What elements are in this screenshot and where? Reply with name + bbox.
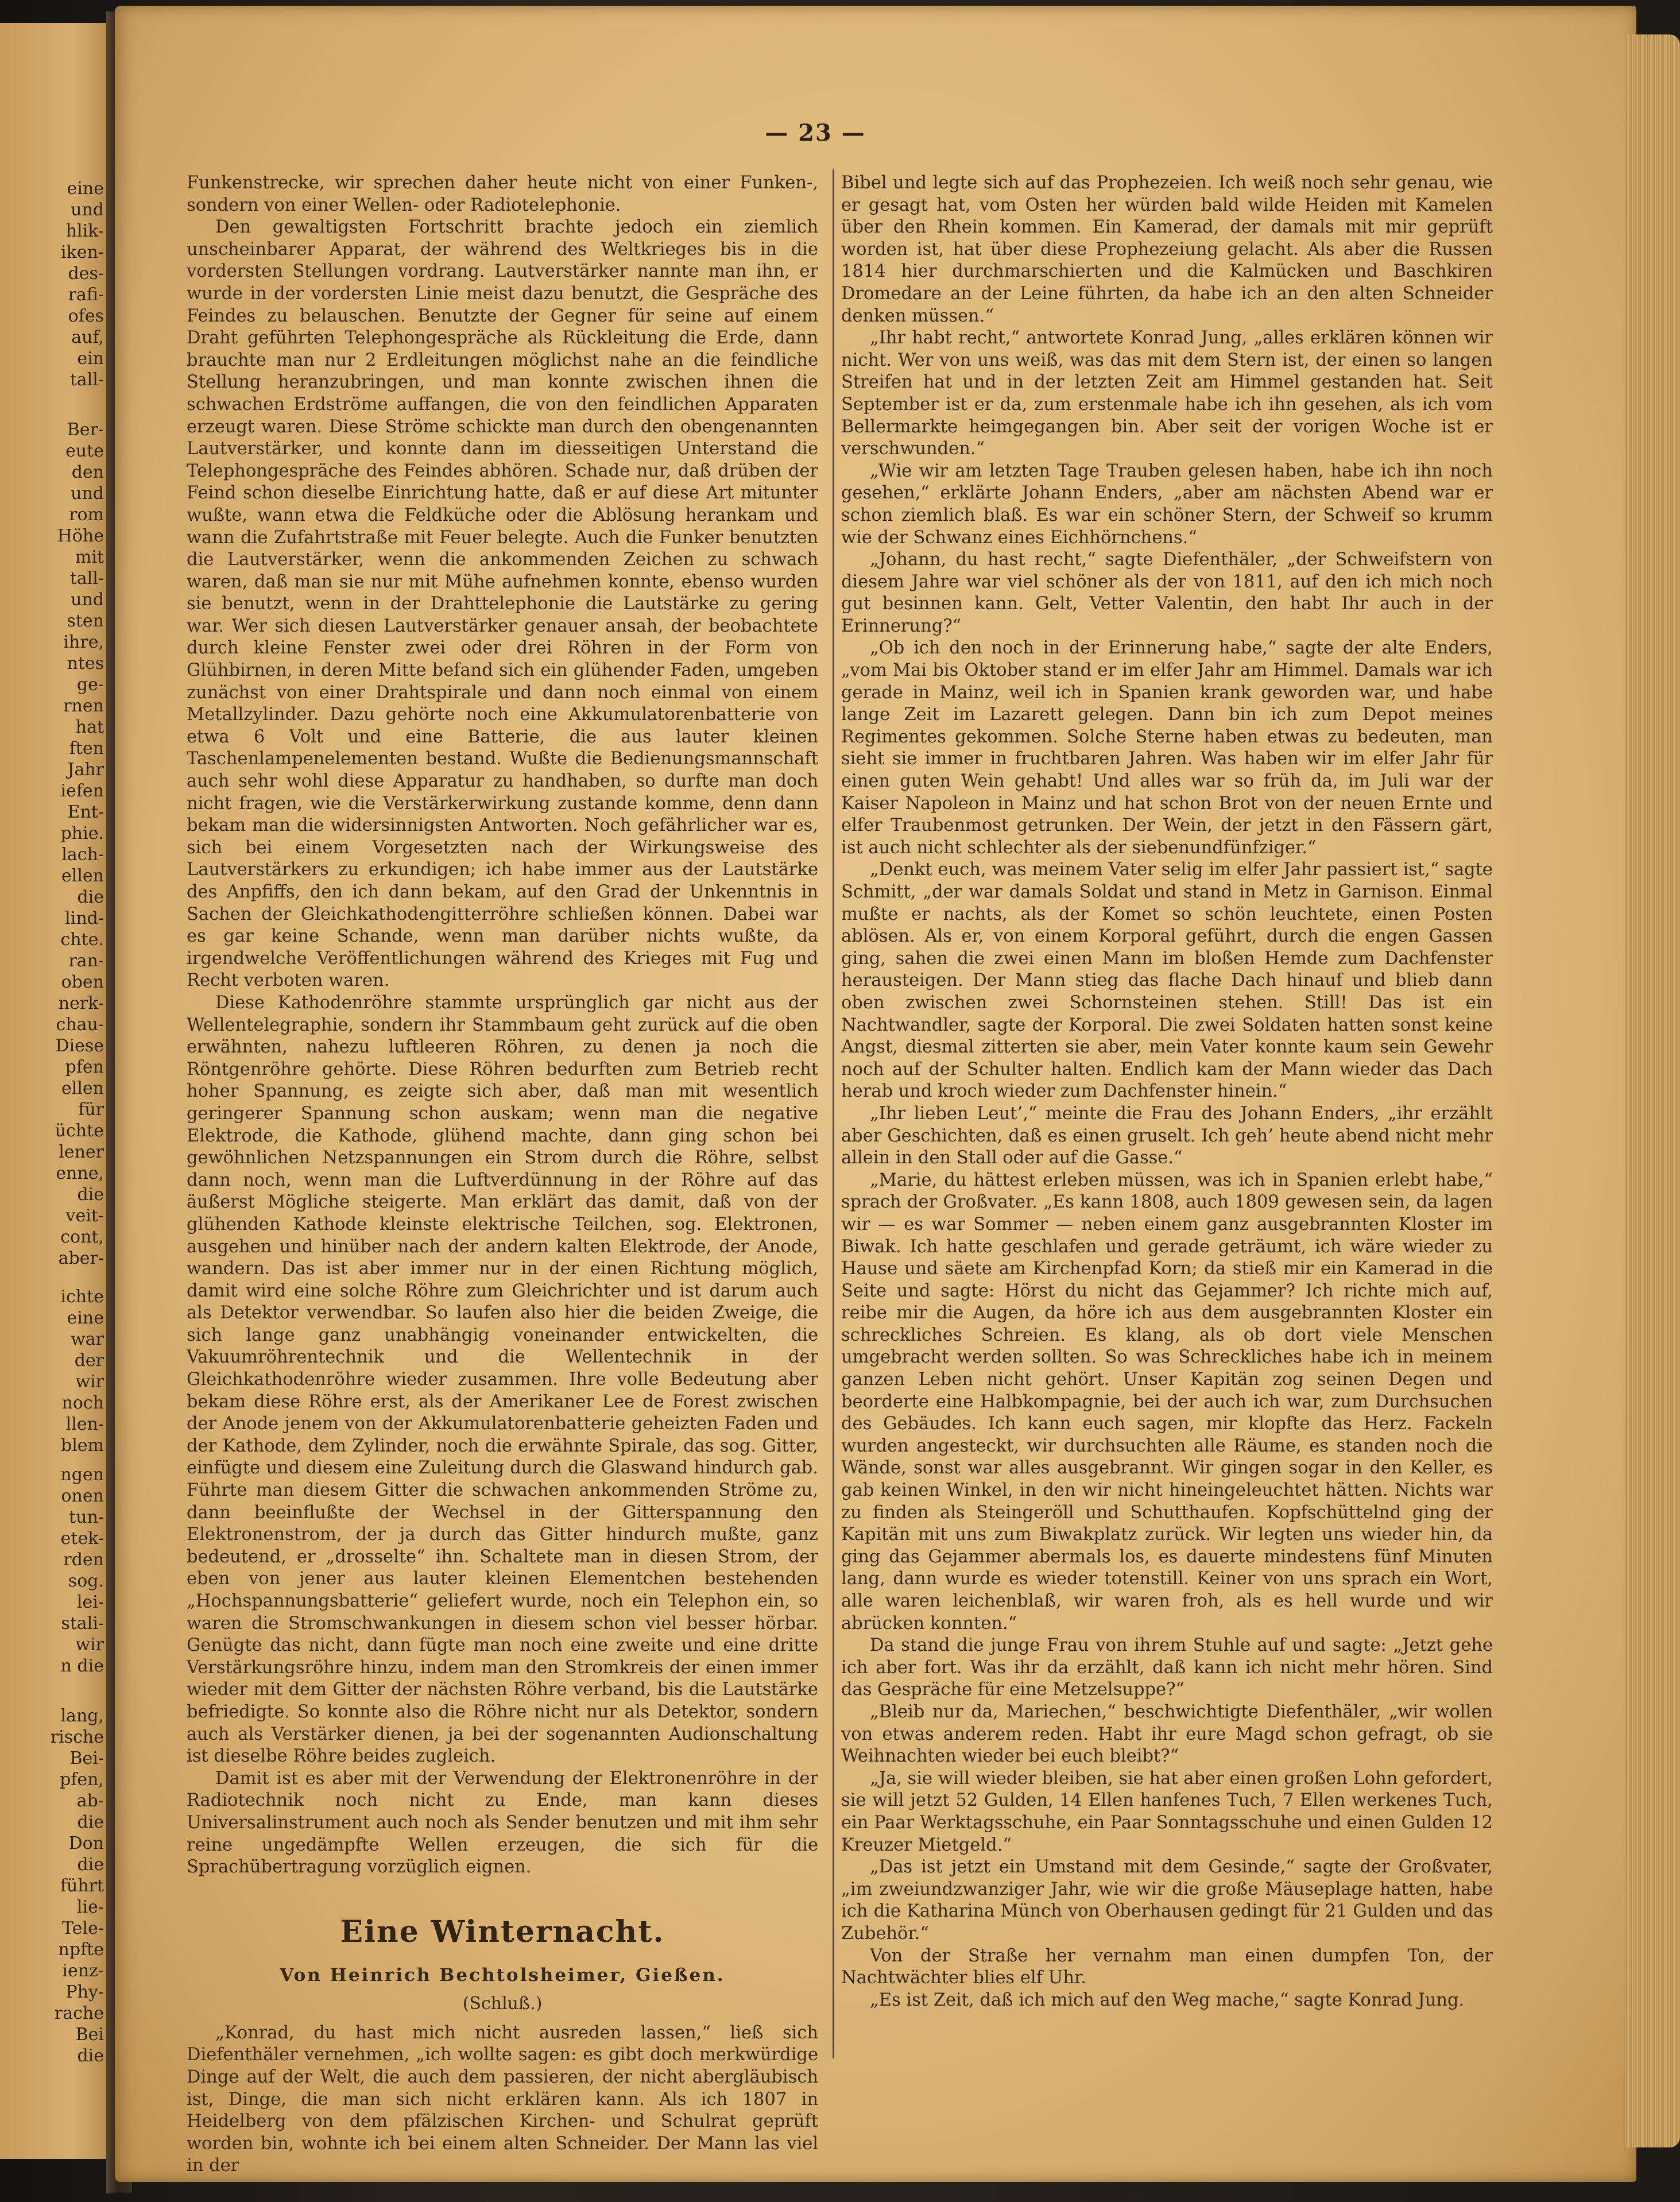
left-page-fragment: veit- [65,1206,104,1226]
left-page-fragment: llen- [65,1414,104,1434]
left-page-fragment: rnen [63,696,104,716]
left-page-fragment: blem [61,1435,104,1456]
left-page-fragment: und [71,200,104,220]
left-page-fragment: ellen [61,1078,104,1098]
left-page-fragment: Höhe [57,526,104,546]
left-page-fragment: Ent- [67,802,104,822]
left-page-fragment: iefen [60,781,104,801]
left-page-fragment: enne, [56,1163,104,1183]
left-page-fragment: mit [75,547,104,567]
left-page-fragment: aber- [58,1248,104,1268]
left-page-fragment: Tele- [62,1918,104,1938]
left-page-fragment: die [77,1855,104,1875]
paragraph: „Marie, du hättest erleben müssen, was ich in Spanien erlebt habe,“ sprach der Großvater. „Es kann 1808, auch 1809 gewesen sein, da lagen wir — es war Sommer — neben einem ganz ausgebrannten Kloster im Biwak. Ich hatte geschlafen und gerade geträumt, ich wäre wieder zu Hause und säete am Kirchenpfad Korn; da stieß mir ein Kamerad in die Seite und sagte: Hörst du nicht das Gejammer? Ich richte mich auf, reibe mir die Augen, da höre ich aus dem ausgebrannten Kloster ein schreckliches Schreien. Es klang, als ob dort viele Menschen umgebracht werden sollten. So was Schreckliches habe ich in meinem ganzen Leben nicht gehört. Unser Kapitän zog seinen Degen und beorderte eine Halbkompagnie, bei der auch ich war, zum Durchsuchen des Gebäudes. Ich kann euch sagen, mir klopfte das Herz. Fackeln wurden angesteckt, wir durchsuchten alle Räume, es standen noch die Wände, sonst war alles ausgebrannt. Wir gingen sogar in den Keller, es gab keinen Winkel, in den wir nicht hineingeleuchtet hätten. Nichts war zu finden als Steingeröll und Schutthaufen. Kopfschüttelnd ging der Kapitän mit uns zum Biwakplatz zurück. Wir legten uns wieder hin, da ging das Gejammer abermals los, es dauerte mindestens fünf Minuten lang, dann wurde es wieder totenstill. Keiner von uns sprach ein Wort, alle waren leichenblaß, wir waren froh, als es hell wurde und wir abrücken konnten.“ [841,1170,1493,1634]
paragraph: Von der Straße her vernahm man einen dumpfen Ton, der Nachtwächter blies elf Uhr. [841,1945,1493,1988]
left-page-fragment: etek- [60,1528,104,1549]
paragraph: Da stand die junge Frau von ihrem Stuhle auf und sagte: „Jetzt gehe ich aber fort. Was ihr da erzählt, daß kann ich nicht mehr hören. Sind das Gespräche für eine Metzelsuppe?“ [841,1635,1493,1700]
left-page-fragment: ran- [68,951,104,971]
page-number: — 23 — [765,119,866,146]
paragraph: „Ja, sie will wieder bleiben, sie hat aber einen großen Lohn gefordert, sie will jetzt 52 Gulden, 14 Ellen hanfenes Tuch, 7 Ellen werkenes Tuch, ein Paar Werktagsschuhe, ein Paar Sonntagsschuhe und einen Gulden 12 Kreuzer Mietgeld.“ [841,1768,1493,1855]
paragraph: „Bleib nur da, Mariechen,“ beschwichtigte Diefenthäler, „wir wollen von etwas anderem reden. Habt ihr eure Magd schon gefragt, ob sie Weihnachten wieder bei euch bleibt?“ [841,1701,1493,1767]
right-column [841,172,1493,2011]
left-page-fragment: lind- [65,908,104,928]
left-page-fragment: lie- [76,1897,104,1917]
left-page-fragment: und [71,483,104,504]
paragraph: „Denkt euch, was meinem Vater selig im elfer Jahr passiert ist,“ sagte Schmitt, „der war damals Soldat und stand in Metz in Garnison. Einmal mußte er nachts, als der Komet so schön leuchtete, einen Posten ablösen. Als er, von einem Korporal geführt, durch die engen Gassen ging, sahen die zwei einen Mann im bloßen Hemde zum Dachfenster herausteigen. Der Mann stieg das flache Dach hinauf und blieb dann oben zwischen zwei Schornsteinen stehen. Still! Das ist ein Nachtwandler, sagte der Korporal. Die zwei Soldaten hatten sonst keine Angst, diesmal zitterten sie aber, mein Vater konnte kaum sein Gewehr noch auf der Schulter halten. Endlich kam der Mann wieder das Dach herab und kroch wieder zum Dachfenster hinein.“ [841,860,1493,1102]
left-page-fragment: npfte [58,1940,104,1960]
left-page-fragment: phie. [60,823,104,843]
left-page-fragment: rden [63,1550,104,1570]
left-page-fragment: des- [68,264,104,284]
left-page-fragment: Don [68,1833,104,1853]
left-page-fragment: eine [67,179,104,199]
left-page-fragment: tun- [69,1507,104,1527]
left-page-fragment: ab- [76,1791,104,1811]
left-page-fragment: Jahr [67,760,104,780]
left-page-fragment: onen [61,1486,104,1506]
left-page-fragment: oben [61,972,104,992]
left-page-fragment: üchte [55,1121,104,1141]
left-page-fragment: tall- [69,370,104,390]
left-page-fragment: wir [75,1635,104,1655]
left-page-fragment: für [78,1100,104,1120]
left-page-fragment: rische [50,1727,104,1747]
paragraph: „Das ist jetzt ein Umstand mit dem Gesinde,“ sagte der Großvater, „im zweiundzwanziger Jahr, wie wir die große Mäuseplage hatten, habe ich die Katharina Münch von Oberhausen gedingt für 21 Gulden und das Zubehör.“ [841,1857,1493,1944]
left-page-fragment: die [77,2046,104,2066]
left-page-fragment: ofes [68,306,104,326]
paragraph: Den gewaltigsten Fortschritt brachte jedoch ein ziemlich unscheinbarer Apparat, der während des Weltkrieges bis in die vordersten Stellungen vordrang. Lautverstärker nannte man ihn, er wurde in der vordersten Linie meist dazu benutzt, die Gespräche des Feindes zu belauschen. Benutzte der Gegner für seine auf einem Draht geführten Telephongespräche als Rückleitung die Erde, dann brauchte man nur 2 Erdleitungen möglichst nahe an die feindliche Stellung heranzubringen, und man konnte zwischen ihnen die schwachen Erdströme auffangen, die von den feindlichen Apparaten erzeugt waren. Diese Ströme schickte man durch den obengenannten Lautverstärker, und konnte dann im diesseitigen Unterstand die Telephongespräche des Feindes abhören. Schade nur, daß drüben der Feind schon dieselbe Einrichtung hatte, daß er auf diese Art mitunter wußte, wann etwa die Feldküche oder die Ablösung herankam und wann die Zufahrtstraße mit Feuer belegte. Auch die Funker benutzten die Lautverstärker, wenn die ankommenden Zeichen zu schwach waren, daß man sie nur mit Mühe aufnehmen konnte, ebenso wurden sie benutzt, wenn in der Drahttelephonie die Lautstärke zu gering war. Wer sich diesen Lautverstärker genauer ansah, der beobachtete durch kleine Fenster zwei oder drei Röhren in der Form von Glühbirnen, in deren Mitte befand sich ein glühender Faden, umgeben zunächst von einer Drahtspirale und dann noch einmal von einem Metallzylinder. Dazu gehörte noch eine Akkumulatorenbatterie von etwa 6 Volt und eine Batterie, die aus lauter kleinen Taschenlampenelementen bestand. Wußte die Bedienungsmannschaft auch sehr wohl diese Apparatur zu handhaben, so durfte man doch nicht fragen, wie die Verstärkerwirkung zustande komme, denn dann bekam man die widersinnigsten Antworten. Noch gefährlicher war es, sich bei einem Vorgesetzten nach der Wirkungsweise des Lautverstärkers zu erkundigen; ich habe immer aus der Lautstärke des Anpfiffs, den ich dann bekam, auf den Grad der Unkenntnis in Sachen der Gleichkathodengitterröhre schließen können. Dabei war es gar keine Schande, wenn man darüber nichts wußte, da irgendwelche Veröffentlichungen während des Krieges mit Fug und Recht verboten waren. [187,217,818,991]
left-column [187,172,818,2177]
left-page-fragment: ein [77,349,104,369]
left-page-fragment: der [74,1350,104,1371]
left-page-fragment: sten [67,611,104,631]
left-page-fragment: ften [69,738,104,758]
left-page-fragment: Bei- [69,1748,104,1768]
left-page-edge [0,23,106,2159]
left-page-fragment: cont, [60,1227,104,1247]
paragraph: „Ob ich den noch in der Erinnerung habe,“ sagte der alte Enders, „vom Mai bis Oktober stand er im elfer Jahr am Himmel. Damals war ich gerade in Mainz, weil ich in Spanien krank geworden war, und habe lange Zeit im Lazarett gelegen. Dann bin ich zum Depot meines Regimentes gekommen. Solche Sterne haben etwas zu bedeuten, man sieht sie immer in fruchtbaren Jahren. Was haben wir im elfer Jahr für einen guten Wein gehabt! Und alles war so früh da, im Juli war der Kaiser Napoleon in Mainz und hat schon Brot von der neuen Ernte und elfer Traubenmost getrunken. Der Wein, der jetzt in den Fässern gärt, ist auch nicht schlechter als der siebenundfünfziger.“ [841,638,1493,858]
left-page-fragment: lang, [60,1706,104,1726]
left-page-fragment: chau- [56,1015,104,1035]
left-page-fragment: rafi- [68,285,104,305]
left-page-fragment: lei- [76,1592,104,1612]
left-page-fragment: nerk- [58,993,104,1013]
left-page-fragment: iken- [61,242,104,262]
left-page-fragment: auf, [71,327,104,347]
left-page-fragment: lener [59,1142,104,1162]
left-page-fragment: eute [65,441,104,461]
left-page-fragment: ngen [60,1465,104,1485]
left-page-fragment: ienz- [62,1961,104,1981]
left-page-fragment: Ber- [67,420,104,440]
left-page-fragment: lach- [61,845,104,865]
left-page-fragment: pfen, [60,1770,104,1790]
left-page-fragment: die [77,1185,104,1205]
left-page-fragment: eine [67,1308,104,1328]
paragraph: „Konrad, du hast mich nicht ausreden lassen,“ ließ sich Diefenthäler vernehmen, „ich wollte sagen: es gibt doch merkwürdige Dinge auf der Welt, die auch dem passieren, der nicht abergläubisch ist, Dinge, die man sich nicht erklären kann. Als ich 1807 in Heidelberg von dem pfälzischen Kirchen- und Schulrat geprüft worden bin, wohnte ich bei einem alten Schneider. Der Mann las viel in der [187,2022,818,2176]
paragraph: „Ihr lieben Leut’,“ meinte die Frau des Johann Enders, „ihr erzählt aber Geschichten, daß es einen gruselt. Ich geh’ heute abend nicht mehr allein in den Stall oder auf die Gasse.“ [841,1103,1493,1168]
left-page-fragment: rache [54,2003,104,2023]
left-page-fragment: sog. [68,1571,104,1591]
story-part-label: (Schluß.) [462,1993,543,2014]
left-page-fragment: hat [75,717,104,737]
left-page-fragment: wir [75,1372,104,1392]
paragraph: „Es ist Zeit, daß ich mich auf den Weg mache,“ sagte Konrad Jung. [870,1990,1465,2010]
left-page-fragment: pfen [65,1057,104,1077]
left-page-fragment: tall- [69,568,104,589]
left-page-fragment: Bei [75,2025,104,2045]
left-page-fragment: stali- [61,1613,104,1634]
page-stack-edges [1625,34,1680,2147]
paragraph: Damit ist es aber mit der Verwendung der Elektronenröhre in der Radiotechnik noch nicht zu Ende, man kann dieses Universalinstrument auch noch als Sender benutzen und mit ihm sehr reine ungedämpfte Wellen erzeugen, die sich für die Sprachübertragung vorzüglich eignen. [187,1768,818,1878]
left-page-fragment: noch [61,1393,104,1413]
paragraph: „Wie wir am letzten Tage Trauben gelesen haben, habe ich ihn noch gesehen,“ erklärte Johann Enders, „aber am nächsten Abend war er schon ziemlich blaß. Es war ein schöner Stern, der Schweif so krumm wie der Schwanz eines Eichhörnchens.“ [841,460,1493,548]
story-title: Eine Winternacht. [340,1914,665,1949]
paragraph: Funkenstrecke, wir sprechen daher heute nicht von einer Funken-, sondern von einer Wellen- oder Radiotelephonie. [187,173,818,215]
left-page-fragment: ge- [76,675,104,695]
column-divider [833,169,834,2058]
paragraph: „Ihr habt recht,“ antwortete Konrad Jung, „alles erklären können wir nicht. Wer von uns weiß, was das mit dem Stern ist, der einen so langen Streifen hat und in der letzten Zeit am Himmel gestanden hat. Seit September ist er da, zum erstenmale habe ich ihn gesehen, als ich vom Bellermarkte heimgegangen bin. Aber seit der vorigen Woche ist er verschwunden.“ [841,328,1493,459]
left-page-fragment: ntes [67,653,104,674]
paragraph: Diese Kathodenröhre stammte ursprünglich gar nicht aus der Wellentelegraphie, sondern ihr Stammbaum geht zurück auf die oben erwähnten, nahezu luftleeren Röhren, zu denen ja noch die Röntgenröhre gehörte. Diese Röhren bedurften zum Betrieb recht hoher Spannung, es zeigte sich aber, daß man mit wesentlich geringerer Spannung schon auskam; wenn man die negative Elektrode, die Kathode, glühend machte, dann ging schon bei gewöhnlichen Netzspannungen ein Strom durch die Röhre, selbst dann noch, wenn man die Luftverdünnung in der Röhre auf das äußerst Mögliche steigerte. Man erklärt das damit, daß von der glühenden Kathode kleinste elektrische Teilchen, sog. Elektronen, ausgehen und hinüber nach der andern kalten Elektrode, der Anode, wandern. Das ist aber immer nur in der einen Richtung möglich, damit wird eine solche Röhre zum Gleichrichter und ist darum auch als Detektor verwendbar. So laufen also hier die beiden Zweige, die sich lange ganz unabhängig voneinander entwickelten, die Vakuumröhrentechnik und die Wellentechnik in der Gleichkathodenröhre wieder zusammen. Ihre volle Bedeutung aber bekam diese Röhre erst, als der Amerikaner Lee de Forest zwischen der Anode jenem von der Akkumulatorenbatterie geheizten Faden und der Kathode, dem Zylinder, noch die erwähnte Spirale, das sog. Gitter, einfügte und diesem eine Zuleitung durch die Glaswand hindurch gab. Führte man diesem Gitter die schwachen ankommenden Ströme zu, dann beeinflußte der Wechsel in der Gitterspannung den Elektronenstrom, der ja durch das Gitter hindurch mußte, ganz bedeutend, er „drosselte“ ihn. Schaltete man in diesen Strom, der eben von jener aus lauter kleinen Elementchen bestehenden „Hochspannungsbatterie“ geliefert wurde, noch ein Telephon ein, so waren die Stromschwankungen in diesem schon viel besser hörbar. Genügte das nicht, dann fügte man noch eine zweite und eine dritte Verstärkungsröhre hinzu, indem man den Stromkreis der einen immer wieder mit dem Gitter der nächsten Röhre verband, bis die Lautstärke befriedigte. So konnte also die Röhre nicht nur als Detektor, sondern auch als Verstärker dienen, ja bei der sogenannten Audionschaltung ist dieselbe Röhre beides zugleich. [187,992,818,1767]
paragraph: „Johann, du hast recht,“ sagte Diefenthäler, „der Schweifstern von diesem Jahre war viel schöner als der von 1811, auf den ich mich noch gut besinnen kann. Gelt, Vetter Valentin, den habt Ihr auch in der Erinnerung?“ [841,549,1493,636]
left-page-fragment: den [71,462,104,482]
left-page-fragment: ellen [61,866,104,886]
left-page-fragment: chte. [60,930,104,950]
left-page-fragment: und [71,590,104,610]
left-page-fragment: ihre, [63,632,104,652]
left-page-fragment: die [77,1812,104,1832]
left-page-fragment: hlik- [65,221,104,241]
paragraph: Bibel und legte sich auf das Prophezeien. Ich weiß noch sehr genau, wie er gesagt hat, vom Osten her würden bald wilde Heiden mit Kamelen über den Rhein kommen. Ein Kamerad, der damals mit mir geprüft worden ist, hat über diese Prophezeiung gelacht. Als aber die Russen 1814 hier durchmarschierten und die Kalmücken und Baschkiren Dromedare an der Leine führten, da habe ich an den alten Schneider denken müssen.“ [841,173,1493,326]
left-page-fragment: rom [69,505,104,525]
left-page-fragment: n die [60,1656,104,1676]
left-page-fragment: ichte [60,1287,104,1307]
left-page-fragment: Phy- [65,1982,104,2002]
left-page-fragment: die [77,887,104,907]
left-page-fragment: Diese [55,1036,104,1056]
left-page-fragment: war [71,1329,104,1349]
story-byline: Von Heinrich Bechtolsheimer, Gießen. [280,1964,725,1986]
left-page-fragment: führt [60,1876,104,1896]
